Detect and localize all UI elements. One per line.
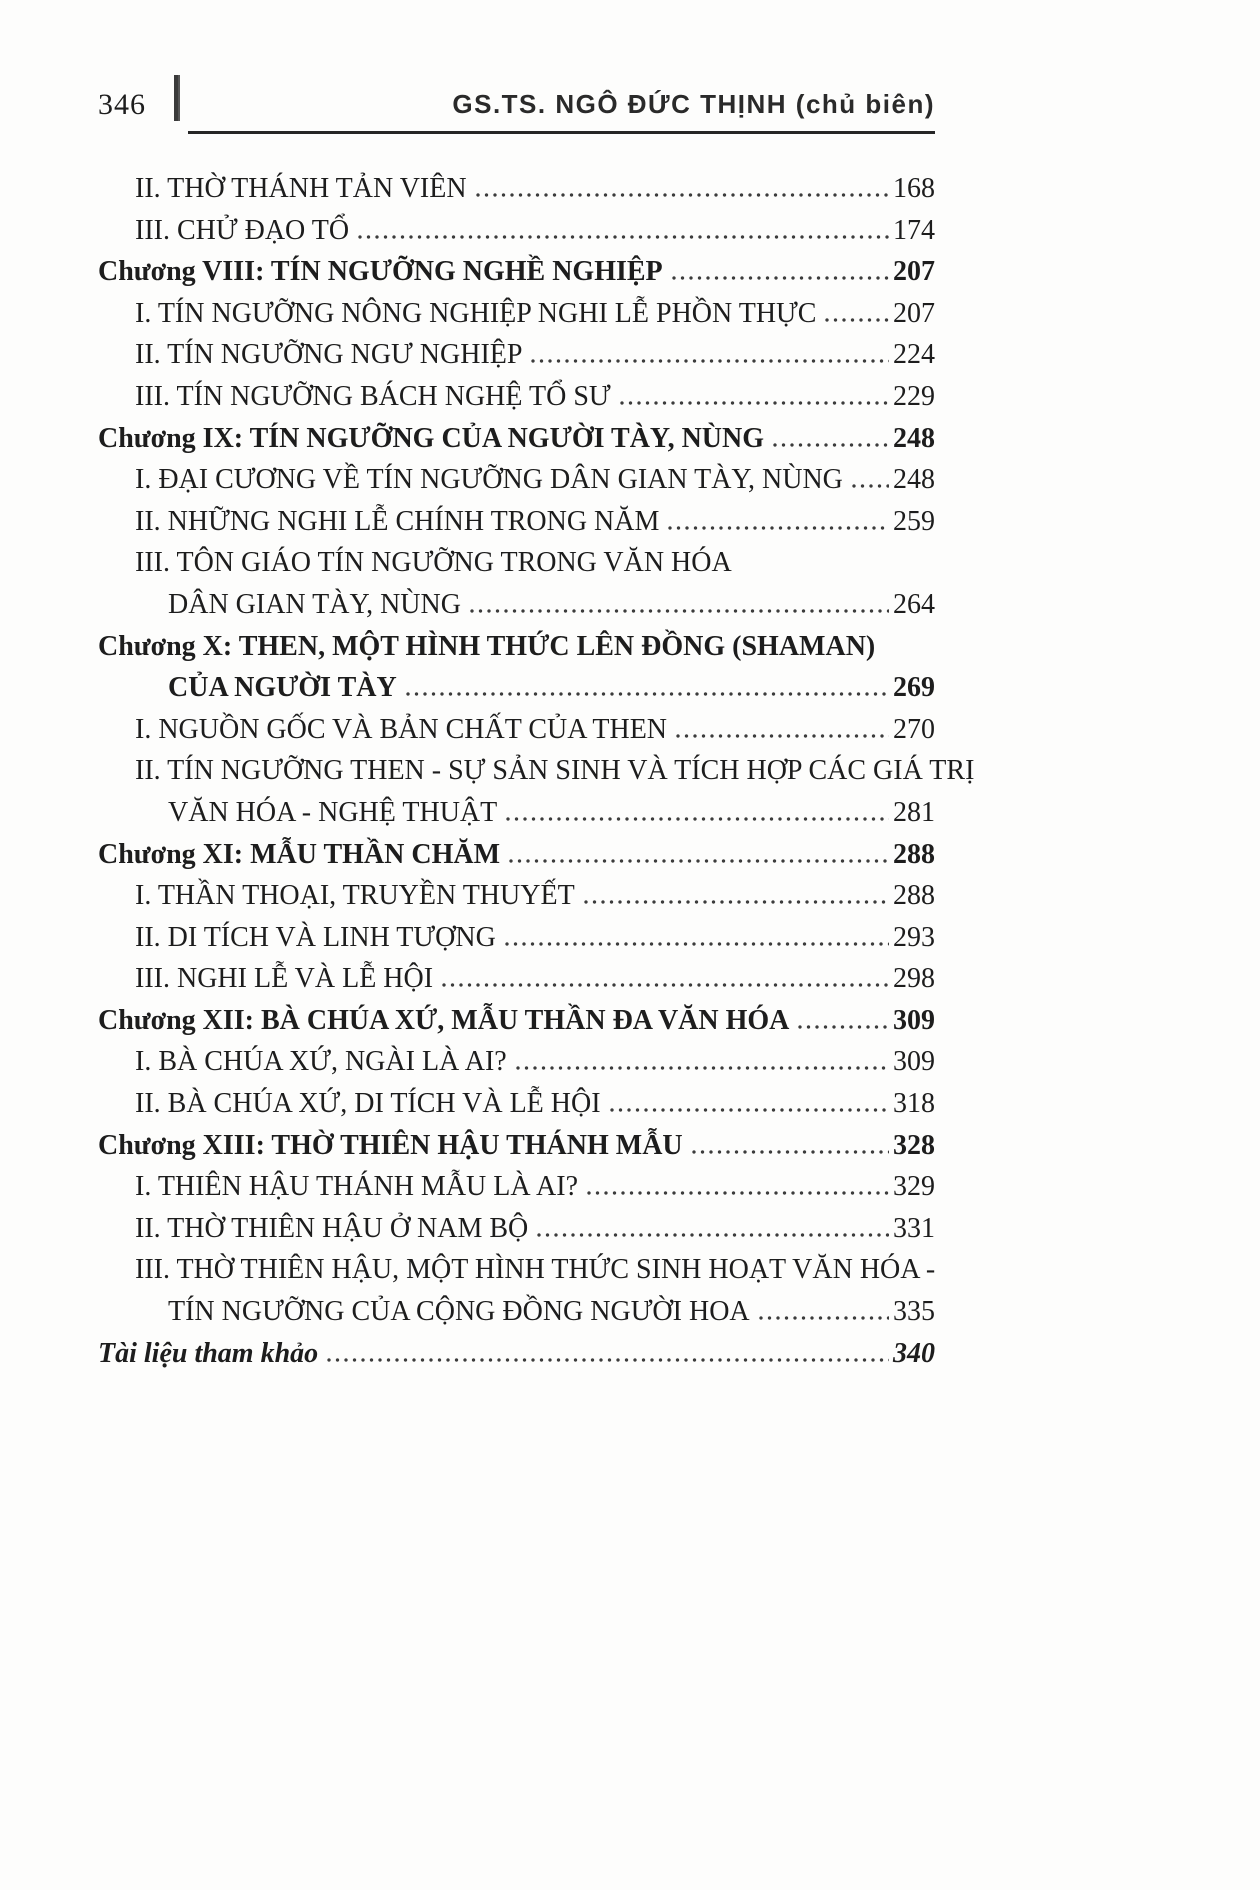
- toc-page-number: 309: [893, 1046, 935, 1078]
- toc-leader-dots: [470, 609, 889, 613]
- toc-entry-text: I. TÍN NGƯỠNG NÔNG NGHIỆP NGHI LỄ PHỒN THỰC: [135, 297, 817, 329]
- toc-entry-text: Chương XII: BÀ CHÚA XỨ, MẪU THẦN ĐA VĂN HÓA: [98, 1004, 790, 1036]
- toc-page-number: 174: [893, 214, 935, 246]
- toc-leader-dots: [798, 1025, 889, 1029]
- toc-entry-line: [135, 1249, 935, 1291]
- toc-leader-dots: [676, 734, 889, 738]
- toc-page-number: 331: [893, 1212, 935, 1244]
- toc-page-number: 207: [893, 297, 935, 329]
- toc-page-number: 229: [893, 380, 935, 412]
- toc-entry-line: [135, 709, 935, 751]
- toc-entry-text: I. NGUỒN GỐC VÀ BẢN CHẤT CỦA THEN: [135, 713, 668, 745]
- toc-leader-dots: [825, 318, 889, 322]
- toc-entry-line: [168, 792, 935, 834]
- toc-entry-line: [98, 1000, 935, 1042]
- toc-entry-text: Chương X: THEN, MỘT HÌNH THỨC LÊN ĐỒNG (SHAMAN): [98, 630, 876, 662]
- toc-entry-line: [98, 1125, 935, 1167]
- toc-entry-text: II. TÍN NGƯỠNG NGƯ NGHIỆP: [135, 339, 523, 371]
- toc-entry-line: [168, 667, 935, 709]
- header-rule: [188, 131, 935, 134]
- toc-entry-line: [135, 1166, 935, 1208]
- toc-entry-line: [135, 750, 975, 792]
- toc-page-number: 248: [893, 422, 935, 454]
- table-of-contents: [98, 168, 975, 1374]
- toc-leader-dots: [406, 692, 889, 696]
- toc-page-number: 281: [893, 796, 935, 828]
- toc-entry-line: [135, 376, 935, 418]
- toc-entry-text: Chương IX: TÍN NGƯỠNG CỦA NGƯỜI TÀY, NÙNG: [98, 422, 765, 454]
- toc-leader-dots: [505, 942, 889, 946]
- toc-entry-text: TÍN NGƯỠNG CỦA CỘNG ĐỒNG NGƯỜI HOA: [168, 1296, 750, 1328]
- toc-page-number: 264: [893, 588, 935, 620]
- toc-entry-text: III. TÍN NGƯỠNG BÁCH NGHỆ TỔ SƯ: [135, 380, 611, 412]
- toc-entry-text: Chương XI: MẪU THẦN CHĂM: [98, 838, 501, 870]
- toc-entry-line: [98, 626, 935, 668]
- toc-leader-dots: [692, 1150, 889, 1154]
- toc-entry-line: [135, 958, 935, 1000]
- toc-entry-text: Chương XIII: THỜ THIÊN HẬU THÁNH MẪU: [98, 1129, 683, 1161]
- toc-entry-line: [135, 875, 935, 917]
- toc-leader-dots: [587, 1191, 889, 1195]
- toc-page-number: 168: [893, 173, 935, 204]
- toc-entry-text: DÂN GIAN TÀY, NÙNG: [168, 588, 461, 620]
- toc-leader-dots: [327, 1358, 889, 1362]
- toc-leader-dots: [537, 1233, 889, 1237]
- toc-entry-line: [98, 834, 935, 876]
- toc-entry-text: I. THẦN THOẠI, TRUYỀN THUYẾT: [135, 880, 575, 912]
- toc-page-number: 293: [893, 921, 935, 953]
- running-header-title: GS.TS. NGÔ ĐỨC THỊNH (chủ biên): [452, 89, 935, 119]
- toc-entry-text: II. DI TÍCH VÀ LINH TƯỢNG: [135, 921, 496, 953]
- toc-leader-dots: [442, 983, 889, 987]
- toc-entry-text: III. TÔN GIÁO TÍN NGƯỠNG TRONG VĂN HÓA: [135, 547, 732, 579]
- toc-entry-text: II. TÍN NGƯỠNG THEN - SỰ SẢN SINH VÀ TÍCH HỢP CÁC GIÁ TRỊ: [135, 755, 975, 787]
- page-number: 346: [98, 88, 146, 121]
- toc-page-number: 329: [893, 1171, 935, 1203]
- toc-leader-dots: [668, 526, 889, 530]
- toc-entry-line: [168, 1291, 935, 1333]
- toc-entry-text: III. CHỬ ĐẠO TỔ: [135, 214, 350, 246]
- toc-leader-dots: [584, 900, 889, 904]
- toc-leader-dots: [516, 1066, 889, 1070]
- toc-entry-text: II. NHỮNG NGHI LỄ CHÍNH TRONG NĂM: [135, 505, 660, 537]
- toc-entry-line: [135, 334, 935, 376]
- toc-page-number: 207: [893, 256, 935, 288]
- toc-leader-dots: [773, 443, 889, 447]
- toc-leader-dots: [672, 276, 889, 280]
- toc-leader-dots: [852, 484, 889, 488]
- toc-page-number: 309: [893, 1004, 935, 1036]
- toc-entry-text: VĂN HÓA - NGHỆ THUẬT: [168, 796, 498, 828]
- toc-entry-line: [98, 251, 935, 293]
- toc-leader-dots: [759, 1316, 889, 1320]
- toc-entry-text: III. NGHI LỄ VÀ LỄ HỘI: [135, 963, 434, 995]
- toc-entry-text: III. THỜ THIÊN HẬU, MỘT HÌNH THỨC SINH HOẠT VĂN HÓA -: [135, 1254, 936, 1286]
- toc-leader-dots: [476, 193, 889, 197]
- toc-page-number: 328: [893, 1129, 935, 1161]
- toc-entry-text: CỦA NGƯỜI TÀY: [168, 672, 397, 704]
- toc-leader-dots: [358, 235, 889, 239]
- toc-entry-text: Chương VIII: TÍN NGƯỠNG NGHỀ NGHIỆP: [98, 256, 663, 288]
- toc-page-number: 288: [893, 838, 935, 870]
- toc-leader-dots: [620, 401, 889, 405]
- toc-entry-line: [135, 501, 935, 543]
- toc-leader-dots: [610, 1108, 889, 1112]
- toc-entry-line: [135, 168, 935, 210]
- toc-page-number: 248: [893, 464, 935, 496]
- toc-entry-text: I. ĐẠI CƯƠNG VỀ TÍN NGƯỠNG DÂN GIAN TÀY, NÙNG: [135, 464, 843, 496]
- toc-entry-line: [135, 542, 935, 584]
- toc-page-number: 224: [893, 339, 935, 371]
- toc-page-number: 288: [893, 880, 935, 912]
- toc-entry-text: I. BÀ CHÚA XỨ, NGÀI LÀ AI?: [135, 1046, 507, 1078]
- toc-entry-line: [135, 210, 935, 252]
- toc-entry-line: [135, 1041, 935, 1083]
- toc-entry-line: [135, 1083, 935, 1125]
- toc-entry-text: I. THIÊN HẬU THÁNH MẪU LÀ AI?: [135, 1171, 579, 1203]
- toc-entry-line: [168, 584, 935, 626]
- page-header: [98, 80, 935, 122]
- toc-entry-line: [135, 293, 935, 335]
- toc-page-number: 340: [893, 1337, 935, 1369]
- toc-leader-dots: [509, 859, 889, 863]
- toc-entry-line: [98, 1333, 935, 1375]
- toc-page-number: 259: [893, 505, 935, 537]
- toc-entry-text: II. THỜ THIÊN HẬU Ở NAM BỘ: [135, 1212, 529, 1244]
- toc-page-number: 335: [893, 1296, 935, 1328]
- toc-entry-line: [135, 917, 935, 959]
- toc-entry-text: II. BÀ CHÚA XỨ, DI TÍCH VÀ LỄ HỘI: [135, 1088, 601, 1120]
- toc-page-number: 298: [893, 963, 935, 995]
- toc-entry-text: Tài liệu tham khảo: [98, 1337, 319, 1369]
- toc-page-number: 270: [893, 713, 935, 745]
- toc-leader-dots: [506, 817, 889, 821]
- toc-entry-line: [98, 418, 935, 460]
- toc-page-number: 269: [893, 672, 935, 704]
- toc-entry-text: II. THỜ THÁNH TẢN VIÊN: [135, 173, 467, 204]
- toc-entry-line: [135, 1208, 935, 1250]
- toc-entry-line: [135, 459, 935, 501]
- toc-leader-dots: [531, 359, 889, 363]
- toc-page-number: 318: [893, 1088, 935, 1120]
